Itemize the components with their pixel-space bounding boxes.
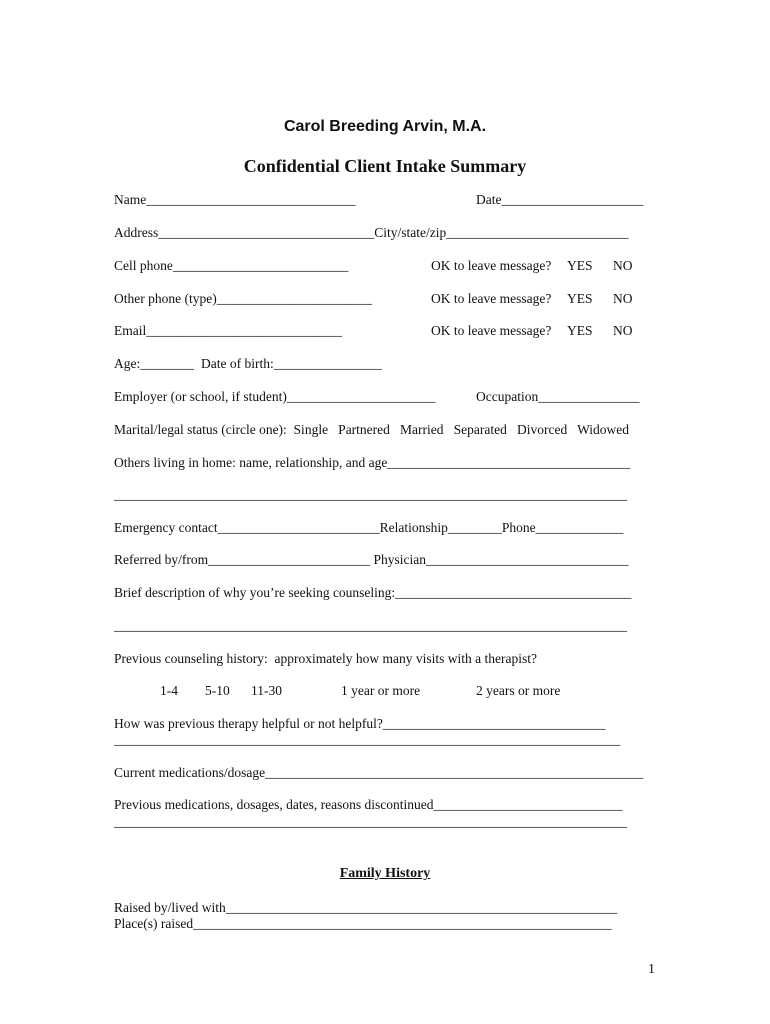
ok-message-label-other: OK to leave message? [431,291,552,306]
other-yes-option[interactable]: YES [567,291,593,306]
previous-counseling-question: Previous counseling history: approximately how many visits with a therapist? [114,651,537,666]
referred-by-field[interactable]: Referred by/from________________________ Physician______________________________ [114,552,629,567]
places-raised-field[interactable]: Place(s) raised______________________________________________________________ [114,916,612,931]
current-medications-field[interactable]: Current medications/dosage________________________________________________________ [114,765,644,780]
marital-status-field[interactable]: Marital/legal status (circle one): Single Partnered Married Separated Divorced Widowed [114,422,630,437]
reason-field[interactable]: Brief description of why you’re seeking counseling:___________________________________ [114,585,632,600]
page-number: 1 [648,962,655,977]
therapy-helpful-field[interactable]: How was previous therapy helpful or not helpful?_________________________________ [114,716,606,731]
ok-message-label-cell: OK to leave message? [431,258,552,273]
occupation-field[interactable]: Occupation_______________ [476,389,640,404]
cell-no-option[interactable]: NO [613,258,633,273]
age-dob-field[interactable]: Age:________ Date of birth:________________ [114,356,382,371]
date-field[interactable]: Date_____________________ [476,192,644,207]
reason-line[interactable]: ____________________________________________________________________________ [114,618,627,633]
visit-option-2-years[interactable]: 2 years or more [476,683,561,698]
other-no-option[interactable]: NO [613,291,633,306]
name-field[interactable]: Name_______________________________ [114,192,356,207]
visit-option-1-year[interactable]: 1 year or more [341,683,421,698]
address-field[interactable]: Address________________________________City/state/zip___________________________ [114,225,629,240]
cell-yes-option[interactable]: YES [567,258,593,273]
other-phone-field[interactable]: Other phone (type)_______________________ [114,291,372,306]
visit-option-1-4[interactable]: 1-4 [160,683,178,698]
others-living-field[interactable]: Others living in home: name, relationship, and age____________________________________ [114,455,631,470]
raised-by-field[interactable]: Raised by/lived with__________________________________________________________ [114,900,618,915]
form-title: Confidential Client Intake Summary [243,156,527,176]
others-living-line[interactable]: ____________________________________________________________________________ [114,487,627,502]
cell-phone-field[interactable]: Cell phone__________________________ [114,258,349,273]
therapy-helpful-line[interactable]: ___________________________________________________________________________ [114,732,621,747]
emergency-contact-field[interactable]: Emergency contact________________________Relationship________Phone_____________ [114,520,624,535]
email-field[interactable]: Email_____________________________ [114,323,342,338]
previous-medications-line[interactable]: ____________________________________________________________________________ [114,814,627,829]
email-no-option[interactable]: NO [613,323,633,338]
practitioner-name: Carol Breeding Arvin, M.A. [283,118,487,135]
previous-medications-field[interactable]: Previous medications, dosages, dates, reasons discontinued____________________________ [114,797,623,812]
visit-option-11-30[interactable]: 11-30 [251,683,282,698]
family-history-heading: Family History [339,866,431,881]
visit-option-5-10[interactable]: 5-10 [205,683,230,698]
ok-message-label-email: OK to leave message? [431,323,552,338]
email-yes-option[interactable]: YES [567,323,593,338]
employer-field[interactable]: Employer (or school, if student)______________________ [114,389,436,404]
